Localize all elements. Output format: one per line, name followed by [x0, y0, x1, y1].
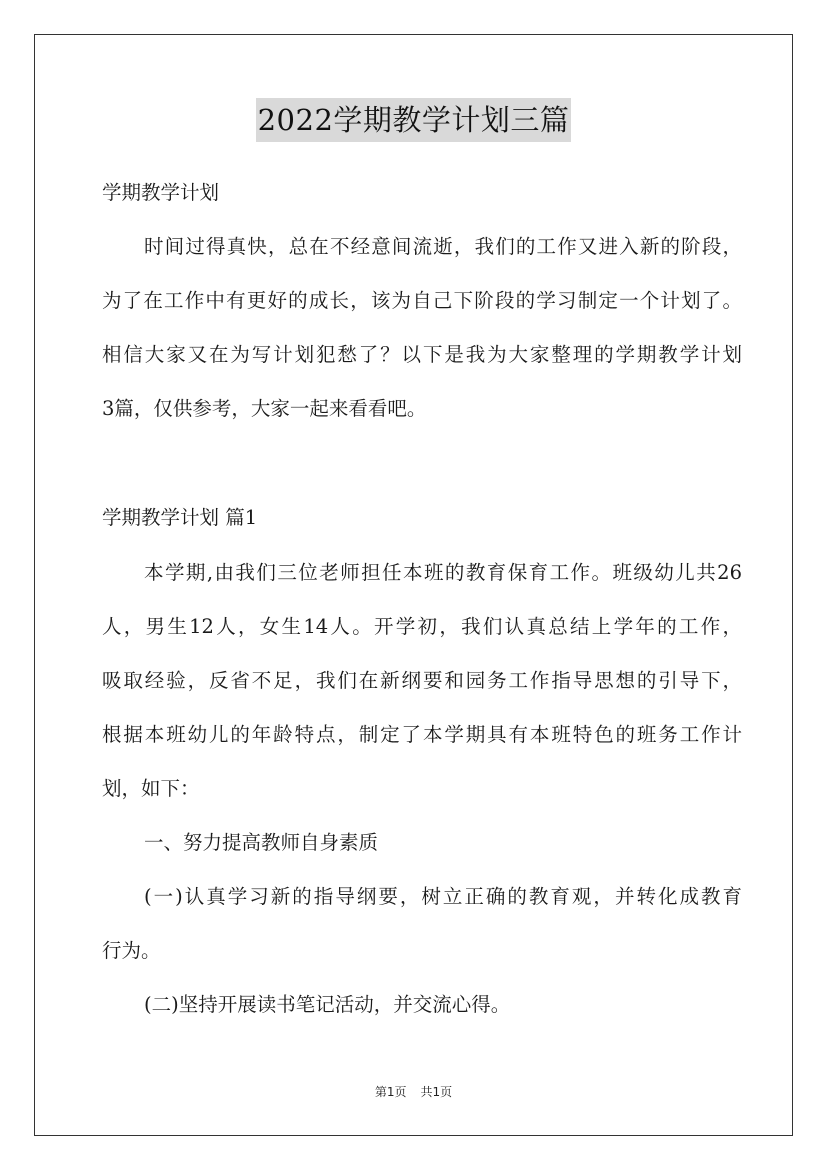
paragraph-line: 行为。	[102, 939, 161, 962]
page-total: 共1页	[420, 1085, 453, 1099]
paragraph-line: 吸取经验，反省不足，我们在新纲要和园务工作指导思想的引导下，	[102, 669, 742, 692]
paragraph-line: (一)认真学习新的指导纲要，树立正确的教育观，并转化成教育	[144, 885, 742, 908]
paragraph-line: 根据本班幼儿的年龄特点，制定了本学期具有本班特色的班务工作计	[102, 723, 742, 746]
page-footer	[0, 1083, 827, 1100]
paragraph-line: 为了在工作中有更好的成长，该为自己下阶段的学习制定一个计划了。	[102, 289, 742, 312]
page-number: 第1页	[374, 1085, 407, 1099]
section-heading: 学期教学计划	[102, 181, 220, 204]
paragraph-line: 人，男生12人，女生14人。开学初，我们认真总结上学年的工作，	[102, 615, 742, 638]
subsection-heading: 一、努力提高教师自身素质	[144, 831, 379, 854]
title-container	[0, 98, 827, 142]
document-title: 2022学期教学计划三篇	[256, 98, 572, 142]
paragraph-line: 划，如下：	[102, 777, 200, 800]
paragraph-line: 时间过得真快，总在不经意间流逝，我们的工作又进入新的阶段，	[144, 235, 742, 258]
section-heading: 学期教学计划 篇1	[102, 506, 258, 529]
paragraph-line: (二)坚持开展读书笔记活动，并交流心得。	[144, 993, 511, 1016]
paragraph-line: 本学期,由我们三位老师担任本班的教育保育工作。班级幼儿共26	[144, 561, 742, 584]
paragraph-line: 3篇，仅供参考，大家一起来看看吧。	[102, 397, 427, 420]
paragraph-line: 相信大家又在为写计划犯愁了？以下是我为大家整理的学期教学计划	[102, 343, 742, 366]
